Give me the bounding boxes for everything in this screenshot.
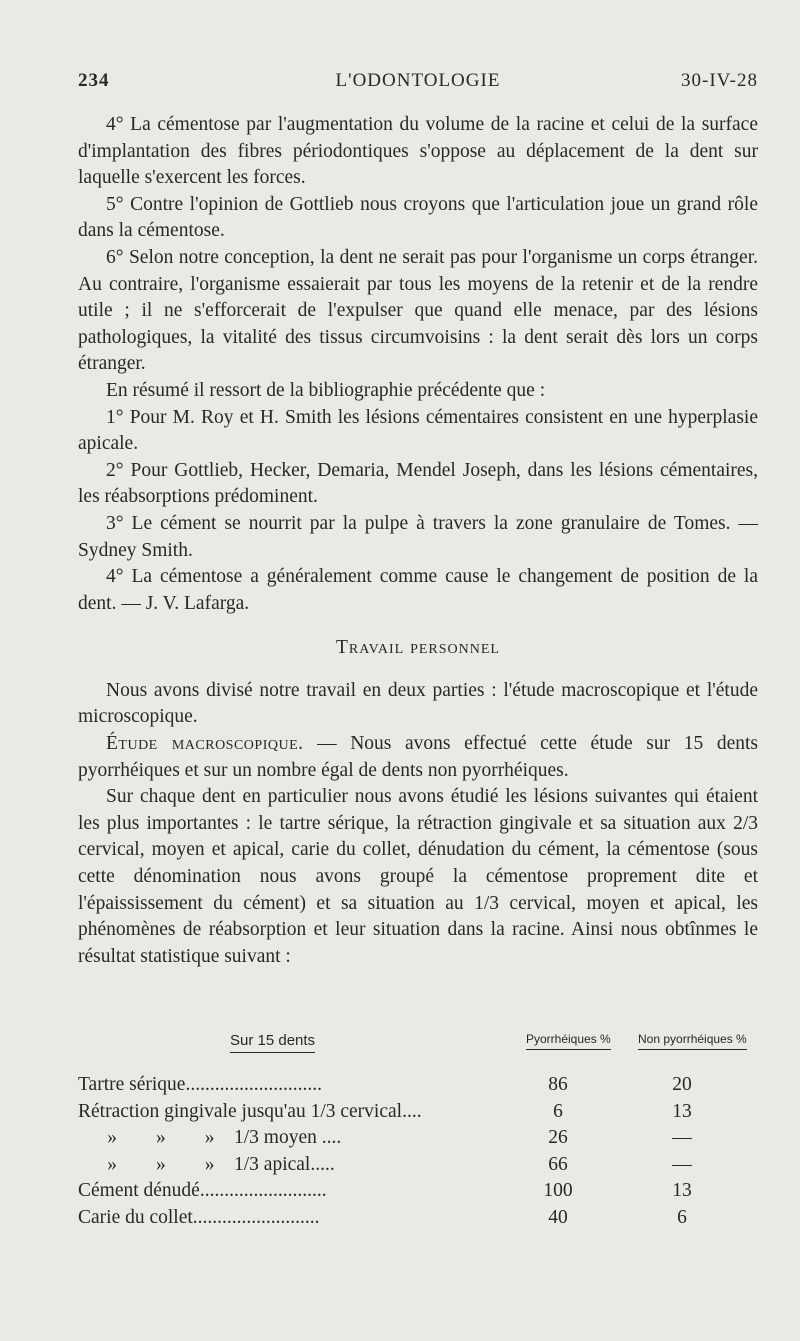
value-pyorrheic: 6	[553, 1100, 563, 1122]
table-row	[78, 1072, 768, 1099]
paragraph: 2° Pour Gottlieb, Hecker, Demaria, Mendel Joseph, dans les lésions cémentaires, les réabsorptions prédominent.	[78, 459, 758, 508]
row-label: Rétraction gingivale jusqu'au 1/3 cervical....	[78, 1100, 422, 1122]
value-pyorrheic: 66	[548, 1153, 568, 1175]
paragraph-text: — Nous avons effectué cette étude sur 15 dents pyorrhéiques et sur un nombre égal de dents non pyorrhéiques.	[78, 733, 758, 781]
value-non-pyorrheic: —	[672, 1127, 692, 1149]
paragraph: 3° Le cément se nourrit par la pulpe à travers la zone granulaire de Tomes. — Sydney Smith.	[78, 512, 758, 561]
value-pyorrheic: 86	[548, 1074, 568, 1095]
table-row	[78, 1152, 768, 1179]
value-pyorrheic: 26	[548, 1127, 568, 1149]
value-non-pyorrheic: 13	[672, 1100, 692, 1122]
paragraph: En résumé il ressort de la bibliographie précédente que :	[106, 379, 546, 401]
journal-title: L'ODONTOLOGIE	[335, 70, 501, 91]
paragraph: 4° La cémentose a généralement comme cause le changement de position de la dent. — J. V. Lafarga.	[78, 566, 758, 614]
paragraph: 5° Contre l'opinion de Gottlieb nous croyons que l'articulation joue un grand rôle dans la cémentose.	[78, 193, 758, 242]
table-body	[78, 1072, 768, 1232]
issue-date: 30-IV-28	[681, 70, 758, 91]
column-header-pyorrheic: Pyorrhéiques %	[526, 1032, 611, 1050]
row-label: Tartre sérique............................	[78, 1074, 322, 1095]
run-in-heading: Étude macroscopique.	[106, 733, 304, 755]
table-row	[78, 1178, 768, 1205]
table-row	[78, 1205, 768, 1232]
row-label: Cément dénudé..........................	[78, 1180, 327, 1202]
page-number: 234	[78, 70, 110, 91]
paragraph: 4° La cémentose par l'augmentation du volume de la racine et celui de la surface d'implantation des fibres périodontiques s'oppose au déplacement de la dent sur laquelle s'exercent les forces.	[78, 114, 758, 189]
table-header	[78, 1032, 768, 1062]
row-label: » » » 1/3 apical.....	[78, 1153, 335, 1175]
column-header-non-pyorrheic: Non pyorrhéiques %	[638, 1032, 747, 1050]
value-non-pyorrheic: 6	[677, 1206, 687, 1228]
value-non-pyorrheic: 20	[672, 1074, 692, 1095]
row-label: » » » 1/3 moyen ....	[78, 1127, 342, 1149]
row-label: Carie du collet..........................	[78, 1206, 320, 1228]
running-header	[78, 70, 758, 102]
statistics-table	[78, 1032, 768, 1232]
value-pyorrheic: 100	[543, 1180, 573, 1202]
paragraph: Nous avons divisé notre travail en deux parties : l'étude macroscopique et l'étude microscopique.	[78, 679, 758, 728]
paragraph	[78, 731, 758, 784]
value-non-pyorrheic: 13	[672, 1180, 692, 1202]
value-non-pyorrheic: —	[672, 1153, 692, 1175]
paragraph: Sur chaque dent en particulier nous avons étudié les lésions suivantes qui étaient les plus importantes : le tartre sérique, la rétraction gingivale et sa situation aux 2/3 cervical, moyen et apical, carie du collet, dénudation du cément, la cémentose (sous cette dénomination nous avons groupé la cémentose proprement dite et l'épaississement du cément) et sa situation au 1/3 cervical, moyen et apical, les phénomènes de réabsorption et leur situation dans la racine. Ainsi nous obtînmes le résultat statistique suivant :	[78, 786, 758, 967]
table-row	[78, 1125, 768, 1152]
value-pyorrheic: 40	[548, 1206, 568, 1228]
body-text	[78, 112, 758, 970]
paragraph: 1° Pour M. Roy et H. Smith les lésions cémentaires consistent en une hyperplasie apicale.	[78, 406, 758, 455]
paragraph: 6° Selon notre conception, la dent ne serait pas pour l'organisme un corps étranger. Au contraire, l'organisme essaierait par tous les moyens de la retenir et de la rendre utile ; il ne s'efforcerait de l'expulser que quand elle menace, par des lésions pathologiques, la vitalité des tissus circumvoisins : la dent serait dès lors un corps étranger.	[78, 246, 758, 375]
section-title: Travail personnel	[336, 637, 500, 659]
column-header-sample: Sur 15 dents	[230, 1032, 315, 1053]
table-row	[78, 1099, 768, 1126]
